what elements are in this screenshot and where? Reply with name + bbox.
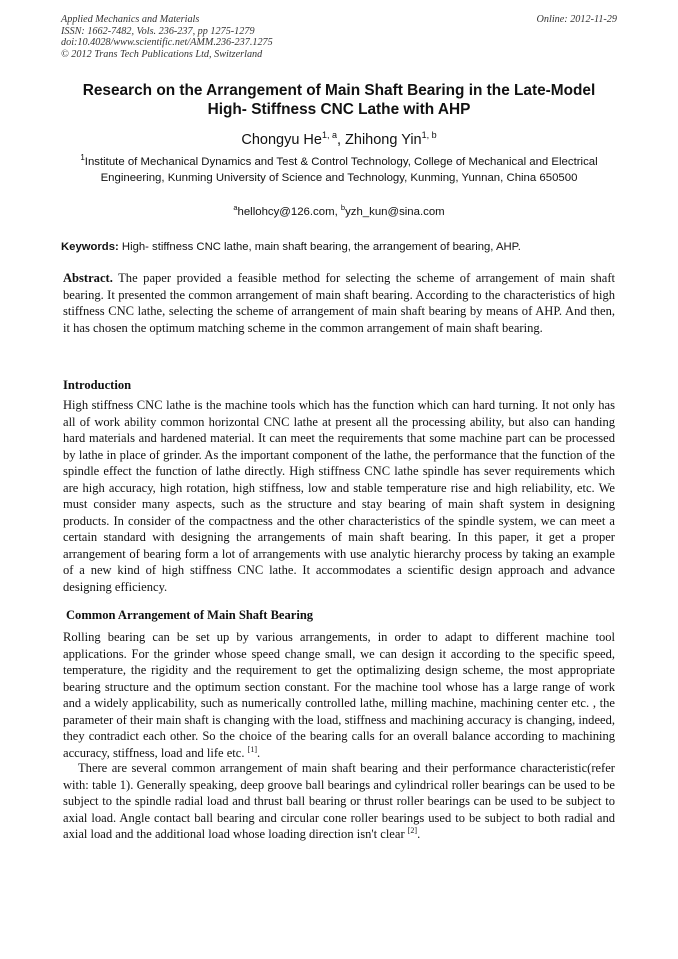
copyright-line: © 2012 Trans Tech Publications Ltd, Switzerland [61, 48, 263, 60]
email-link[interactable]: yzh_kun@sina.com [345, 206, 445, 218]
author-name: Chongyu He [241, 132, 322, 148]
section-heading: Introduction [63, 378, 132, 392]
paragraph-end: . [256, 745, 261, 760]
author-name: Zhihong Yin [345, 132, 422, 148]
journal-name: Applied Mechanics and Materials [61, 14, 200, 25]
paragraph-end: . [417, 827, 421, 842]
paper-title [40, 81, 638, 119]
issn-line: ISSN: 1662-7482, Vols. 236-237, pp 1275-1279 [61, 25, 255, 37]
author-separator: , [336, 132, 346, 148]
keywords-label: Keywords: [61, 241, 119, 253]
section-heading: Common Arrangement of Main Shaft Bearing [66, 608, 314, 622]
author-list [40, 131, 638, 149]
title-line-1: Research on the Arrangement of Main Shaft Bearing in the Late-Model [82, 82, 596, 99]
abstract-label: Abstract. [63, 271, 113, 285]
affiliation-text: Institute of Mechanical Dynamics and Test & Control Technology, College of Mechanical and Electrical Engineering, Kunming University of Science and Technology, Kunming, Yunnan, China 650500 [84, 156, 598, 185]
affiliation-superscript: 1 [80, 153, 85, 163]
author-superscript: 1, b [421, 130, 437, 141]
doi-line: doi:10.4028/www.scientific.net/AMM.236-237.1275 [61, 37, 273, 49]
email-superscript: b [340, 203, 346, 213]
citation[interactable]: [2] [407, 826, 418, 836]
paragraph-text: There are several common arrangement of main shaft bearing and their performance characteristic(refer with: table 1). Generally speaking, deep groove ball bearings and cylindrical roller bearings can be used to be subject to the spindle radial load and thrust ball bearing or thrust roller bearings can be used to be subject to axial load. Angle contact ball bearing and circular cone roller bearings used to be subject to both radial and axial load and the additional load whose loading direction isn't clear [63, 761, 615, 842]
paragraph [63, 760, 615, 843]
paragraph: High stiffness CNC lathe is the machine tools which has the function which can hard turning. It not only has all of work ability common horizontal CNC lathe at present all the processing ability, but also can handing hard materials and hardened material. It can meet the requirements that some machine part can be processed by lathe in place of grinder. As the important component of the lathe, the performance that the function of the spindle effect the function of lathe directly. High stiffness CNC lathe spindle has sever requirements which are high accuracy, high rotation, high stiffness, low and stable temperature rise and high reliability, etc. We must consider many aspects, such as the structure and stay bearing of main shaft system in designing products. In consider of the compactness and the other characteristics of the spindle system, we can meet a certain standard with designing the arrangements of main shaft bearing. In this paper, it get a proper arrangement of bearing form a lot of arrangements with use analytic hierarchy process by taking an example of a new kind of high stiffness CNC lathe. It accommodates a scientific design approach and advance designing efficiency. [63, 398, 615, 595]
email-line [40, 205, 638, 220]
affiliation [62, 154, 616, 187]
title-line-2: High- Stiffness CNC Lathe with AHP [207, 101, 471, 118]
email-superscript: a [233, 203, 238, 213]
email-separator: , [334, 206, 341, 218]
keywords [61, 240, 621, 255]
paragraph-text: Rolling bearing can be set up by various arrangements, in order to adapt to different machine tool applications. For the grinder whose speed change small, we can design it according to the specific speed, temperature, the rigidity and the requirement to get the optimalizing design scheme, the most appropriate bearing structure and the optimum section constant. For the machine tool whose has a large range of work and a widely applicability, such as numerically controlled lathe, milling machine, machining center etc. , the parameter of their main shaft is changing with the load, stiffness and machining accuracy is changing, indeed, they contradict each other. So the choice of the bearing calls for an overall balance according to machining accuracy, stiffness, load and life etc. [63, 630, 615, 760]
keywords-text: High- stiffness CNC lathe, main shaft bearing, the arrangement of bearing, AHP. [121, 241, 521, 253]
journal-header [61, 14, 617, 60]
online-date: Online: 2012-11-29 [536, 14, 617, 25]
citation[interactable]: [1] [247, 744, 257, 754]
abstract [63, 270, 615, 336]
email-link[interactable]: hellohcy@126.com [237, 206, 335, 218]
abstract-text: The paper provided a feasible method for selecting the scheme of arrangement of main shaft bearing. It presented the common arrangement of main shaft bearing. According to the characteristics of high stiffness CNC lathe, selecting the scheme of arrangement of main shaft bearing by means of AHP. And then, it has chosen the optimum matching scheme in the common arrangement of main shaft bearing. [63, 271, 615, 335]
author-superscript: 1, a [321, 130, 337, 141]
paragraph [63, 629, 615, 761]
